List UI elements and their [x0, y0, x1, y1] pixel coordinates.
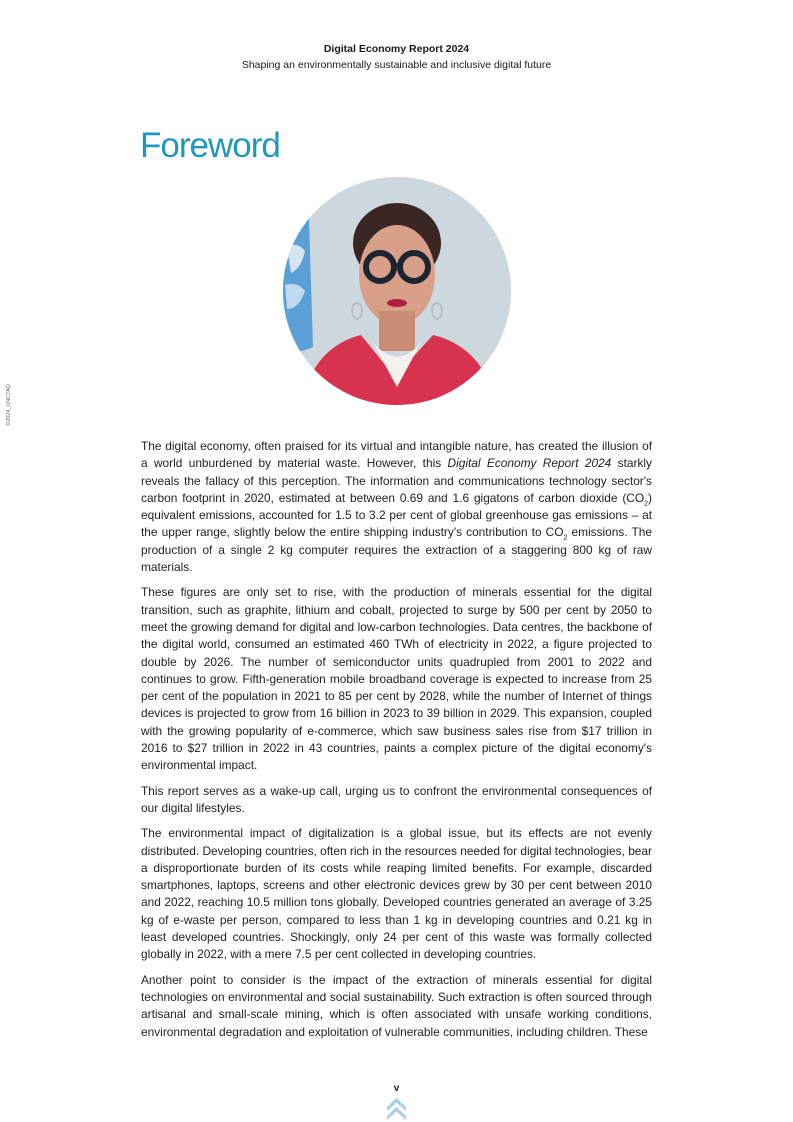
paragraph-5: Another point to consider is the impact of the extraction of minerals essential for digital technologies on environmental and social sustainability. Such extraction is often sourced through artisanal and small-scale mining, which is often associated with unsafe working conditions, environmental degradation and exploitation of vulnerable communities, including children. These — [141, 972, 652, 1039]
paragraph-1-text-c: starkly reveals the fallacy of this perception. The information and communications technology sector's carbon footprint in 2020, estimated at between 0.69 and 1.6 gigatons of carbon dioxide (CO — [141, 456, 652, 505]
portrait-photo — [283, 177, 511, 405]
foreword-body — [141, 438, 652, 1049]
page-title: Foreword — [140, 126, 280, 165]
paragraph-1-text-a: The digital economy, often praised for its virtual and intangible nature, has created the illusion of a world unburdened by material waste. However, this — [141, 439, 652, 471]
portrait-illustration — [283, 177, 511, 405]
paragraph-1 — [141, 438, 652, 576]
paragraph-1-text-g: emissions. The production of a single 2 kg computer requires the extraction of a staggering 800 kg of raw materials. — [141, 525, 652, 575]
photo-credit-text: ©2024_UNCTAD — [6, 384, 12, 426]
photo-credit — [3, 372, 17, 428]
paragraph-3: This report serves as a wake-up call, urging us to confront the environmental consequences of our digital lifestyles. — [141, 783, 652, 815]
report-title-italic: Digital Economy Report 2024 — [447, 456, 612, 471]
paragraph-4: The environmental impact of digitalization is a global issue, but its effects are not evenly distributed. Developing countries, often rich in the resources needed for digital technologies, bear a disproportionate burden of its costs while reaping limited benefits. For example, discarded smartphones, laptops, screens and other electronic devices grew by 30 per cent between 2010 and 2022, reaching 10.5 million tons globally. Developed countries generated an average of 3.25 kg of e-waste per person, compared to less than 1 kg in developing countries and 0.21 kg in least developed countries. Shockingly, only 24 per cent of this waste was formally collected globally in 2022, with a mere 7.5 per cent collected in developing countries. — [141, 826, 652, 962]
chevron-up-icon[interactable] — [387, 1098, 406, 1120]
page-number: v — [393, 1083, 400, 1094]
paragraph-1-text-e: ) equivalent emissions, accounted for 1.5 to 3.2 per cent of global greenhouse gas emissions – at the upper range, slightly below the entire shipping industry's contribution to CO — [141, 490, 652, 540]
report-subtitle: Shaping an environmentally sustainable and inclusive digital future — [241, 59, 552, 71]
running-header — [0, 43, 793, 72]
subscript-2: 2 — [563, 534, 568, 542]
report-title: Digital Economy Report 2024 — [323, 43, 470, 55]
paragraph-2: These figures are only set to rise, with the production of minerals essential for the digital transition, such as graphite, lithium and cobalt, projected to surge by 500 per cent by 2050 to meet the growing demand for digital and low-carbon technologies. Data centres, the backbone of the digital world, consumed an estimated 460 TWh of electricity in 2022, a figure projected to double by 2026. The number of semiconductor units quadrupled from 2001 to 2022 and continues to grow. Fifth-generation mobile broadband coverage is expected to increase from 25 per cent of the population in 2021 to 85 per cent by 2028, while the number of Internet of things devices is projected to grow from 16 billion in 2023 to 39 billion in 2029. This expansion, coupled with the growing popularity of e-commerce, which saw business sales rise from $17 trillion in 2016 to $27 trillion in 2022 in 43 countries, paints a complex picture of the digital economy's environmental impact. — [141, 585, 652, 773]
subscript-2: 2 — [644, 500, 649, 508]
